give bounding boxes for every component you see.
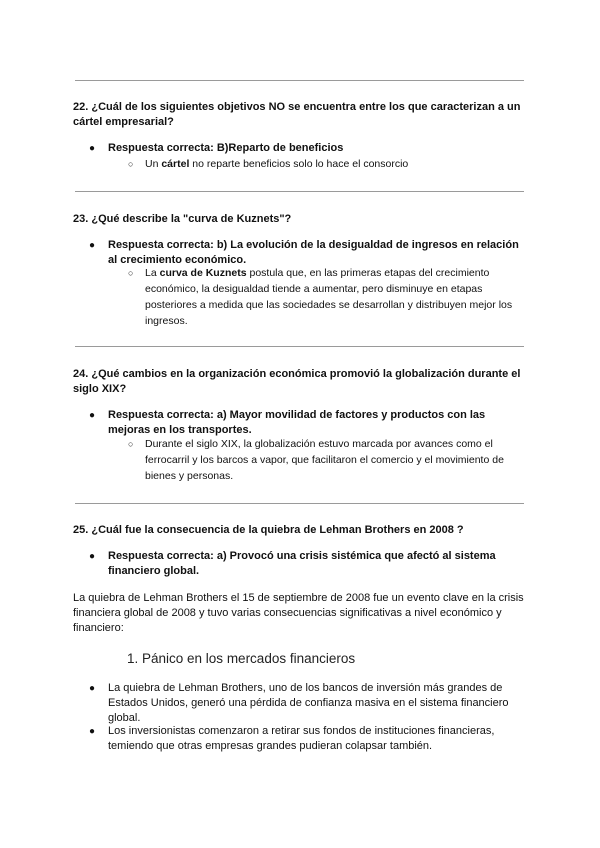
divider [75,191,524,192]
circle-bullet-icon: ○ [128,268,134,278]
bullet-icon: ● [89,551,96,562]
answer-23: Respuesta correcta: b) La evolución de la desigualdad de ingresos en relación al crecimiento económico. [108,239,519,266]
bullet-icon: ● [89,410,96,421]
circle-bullet-icon: ○ [128,159,134,169]
question-22: 22. ¿Cuál de los siguientes objetivos NO se encuentra entre los que caracterizan a un cártel empresarial? [73,101,521,128]
bullet-icon: ● [89,240,96,251]
section-heading: 1. Pánico en los mercados financieros [127,651,356,666]
list-item: La quiebra de Lehman Brothers, uno de los bancos de inversión más grandes de Estados Unidos, generó una pérdida de confianza masiva en el sistema financiero global. [108,682,509,724]
bullet-icon: ● [89,726,96,737]
question-23: 23. ¿Qué describe la "curva de Kuznets"? [73,213,292,225]
question-24: 24. ¿Qué cambios en la organización económica promovió la globalización durante el siglo XIX? [73,368,521,395]
question-25: 25. ¿Cuál fue la consecuencia de la quiebra de Lehman Brothers en 2008 ? [73,524,464,536]
circle-bullet-icon: ○ [128,439,134,449]
answer-22: Respuesta correcta: B)Reparto de beneficios [108,142,344,154]
divider [75,503,524,504]
body-paragraph: La quiebra de Lehman Brothers el 15 de septiembre de 2008 fue un evento clave en la crisis financiera global de 2008 y tuvo varias consecuencias significativas a nivel económico y financiero: [73,592,524,634]
answer-24: Respuesta correcta: a) Mayor movilidad de factores y productos con las mejoras en los transportes. [108,409,486,436]
answer-25: Respuesta correcta: a) Provocó una crisis sistémica que afectó al sistema financiero global. [108,550,496,577]
divider [75,346,524,347]
explanation-22: Un cártel no reparte beneficios solo lo hace el consorcio [145,158,409,170]
bullet-icon: ● [89,683,96,694]
explanation-24: Durante el siglo XIX, la globalización estuvo marcada por avances como el ferrocarril y los barcos a vapor, que facilitaron el comercio y el movimiento de bienes y personas. [145,438,504,482]
bullet-icon: ● [89,143,96,154]
explanation-23: La curva de Kuznets postula que, en las primeras etapas del crecimiento económico, la desigualdad tiende a aumentar, pero disminuye en etapas posteriores a medida que las sociedades se desarrollan y distribuyen mejor los ingresos. [145,267,513,327]
list-item: Los inversionistas comenzaron a retirar sus fondos de instituciones financieras, temiendo que otras empresas grandes pudieran colapsar también. [108,725,495,752]
divider [75,80,524,81]
